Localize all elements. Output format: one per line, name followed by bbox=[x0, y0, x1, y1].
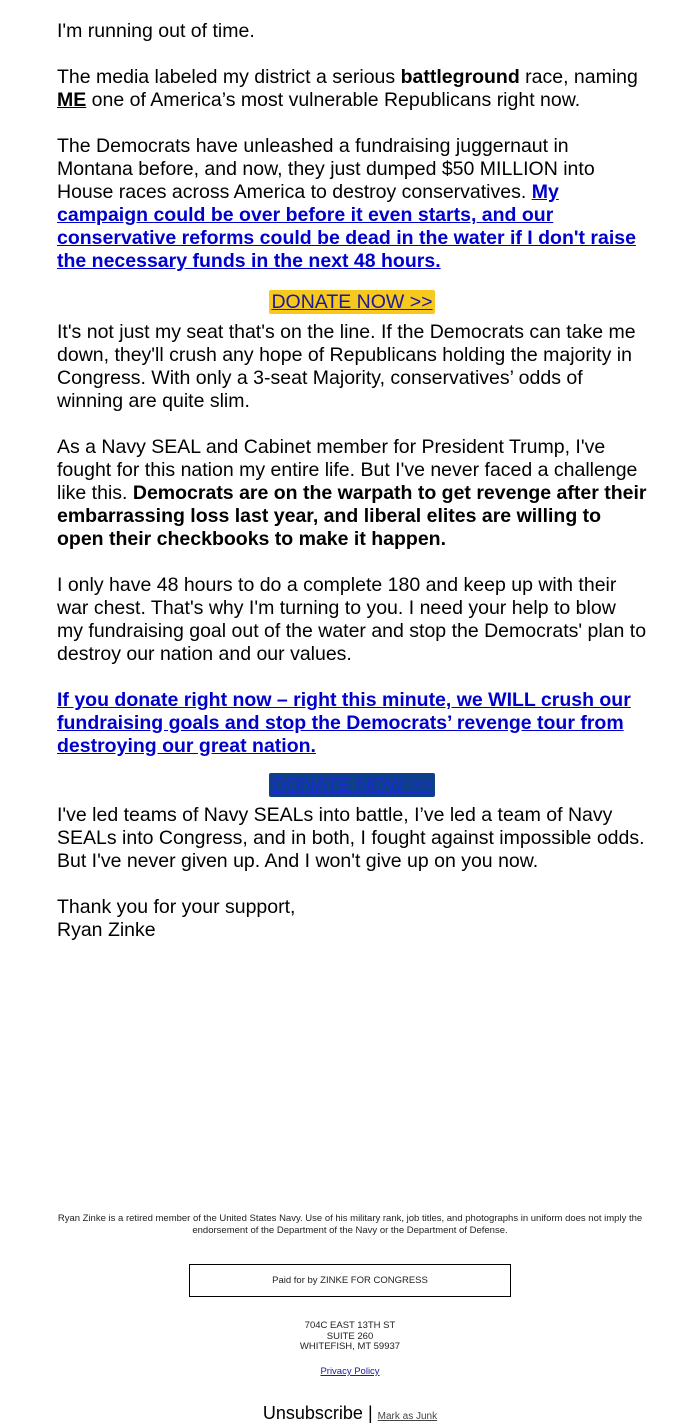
emphasis-me: ME bbox=[57, 89, 87, 111]
separator: | bbox=[367, 1403, 373, 1423]
text: The media labeled my district a serious bbox=[57, 66, 401, 88]
paragraph-battleground bbox=[57, 66, 647, 112]
text: race, naming bbox=[519, 66, 638, 88]
bold-battleground: battleground bbox=[400, 66, 520, 88]
donate-now-button-2[interactable]: DONATE NOW >> bbox=[271, 774, 433, 796]
unsubscribe-link[interactable]: Unsubscribe bbox=[262, 1403, 363, 1423]
paragraph-led-teams: I've led teams of Navy SEALs into battle, I’ve led a team of Navy SEALs into Congress, and in both, I fought against impossible odds. But I've never given up. And I won't give up on you now. bbox=[57, 804, 645, 872]
text: one of America’s most vulnerable Republicans right now. bbox=[86, 89, 581, 111]
text: As a Navy SEAL and Cabinet member for President Trump, I've fought for this nation my entire life. But I've never faced a challenge like this. bbox=[57, 436, 638, 504]
donate-button-row-2 bbox=[57, 772, 647, 798]
mark-as-junk-link[interactable]: Mark as Junk bbox=[377, 1411, 438, 1422]
address-line-3: WHITEFISH, MT 59937 bbox=[299, 1341, 401, 1352]
signoff-block bbox=[57, 896, 647, 942]
campaign-link[interactable]: My campaign could be over before it even starts, and our conservative reforms could be dead in the water if I don't raise the necessary funds in the next 48 hours. bbox=[57, 181, 636, 272]
paragraph-juggernaut bbox=[57, 135, 647, 273]
paragraph-donate-link bbox=[57, 689, 647, 758]
bold-warpath: Democrats are on the warpath to get revenge after their embarrassing loss last year, and liberal elites are willing to open their checkbooks to make it happen. bbox=[57, 482, 647, 550]
text: The Democrats have unleashed a fundraising juggernaut in Montana before, and now, they just dumped $50 MILLION into House races across America to destroy conservatives. bbox=[57, 135, 595, 203]
donate-now-button[interactable]: DONATE NOW >> bbox=[271, 291, 433, 313]
paragraph-48-hours: I only have 48 hours to do a complete 180 and keep up with their war chest. That's why I'm turning to you. I need your help to blow my fundraising goal out of the water and stop the Democrats' plan to destroy our nation and our values. bbox=[57, 574, 647, 665]
donate-button-row-1 bbox=[57, 289, 647, 315]
donate-right-now-link[interactable]: If you donate right now – right this minute, we WILL crush our fundraising goals and stop the Democrats’ revenge tour from destroying our great nation. bbox=[57, 689, 631, 757]
privacy-row bbox=[200, 1366, 500, 1377]
email-body bbox=[57, 20, 647, 965]
signature: Ryan Zinke bbox=[57, 919, 156, 941]
paid-for-box: Paid for by ZINKE FOR CONGRESS bbox=[189, 1264, 511, 1297]
mailing-address bbox=[200, 1321, 500, 1353]
military-disclaimer: Ryan Zinke is a retired member of the United States Navy. Use of his military rank, job titles, and photographs in uniform does not imply the endorsement of the Department of the Navy or the Department of Defense. bbox=[57, 1213, 643, 1236]
unsubscribe-row bbox=[200, 1402, 500, 1428]
privacy-policy-link[interactable]: Privacy Policy bbox=[320, 1366, 380, 1377]
paragraph-intro: I'm running out of time. bbox=[57, 20, 255, 42]
paragraph-navy-seal bbox=[57, 436, 647, 551]
paragraph-seat: It's not just my seat that's on the line. If the Democrats can take me down, they'll crush any hope of Republicans holding the majority in Congress. With only a 3-seat Majority, conservatives’ odds of winning are quite slim. bbox=[57, 321, 636, 412]
address-line-1: 704C EAST 13TH ST bbox=[304, 1320, 396, 1331]
signoff: Thank you for your support, bbox=[57, 896, 296, 918]
address-line-2: SUITE 260 bbox=[326, 1330, 374, 1342]
